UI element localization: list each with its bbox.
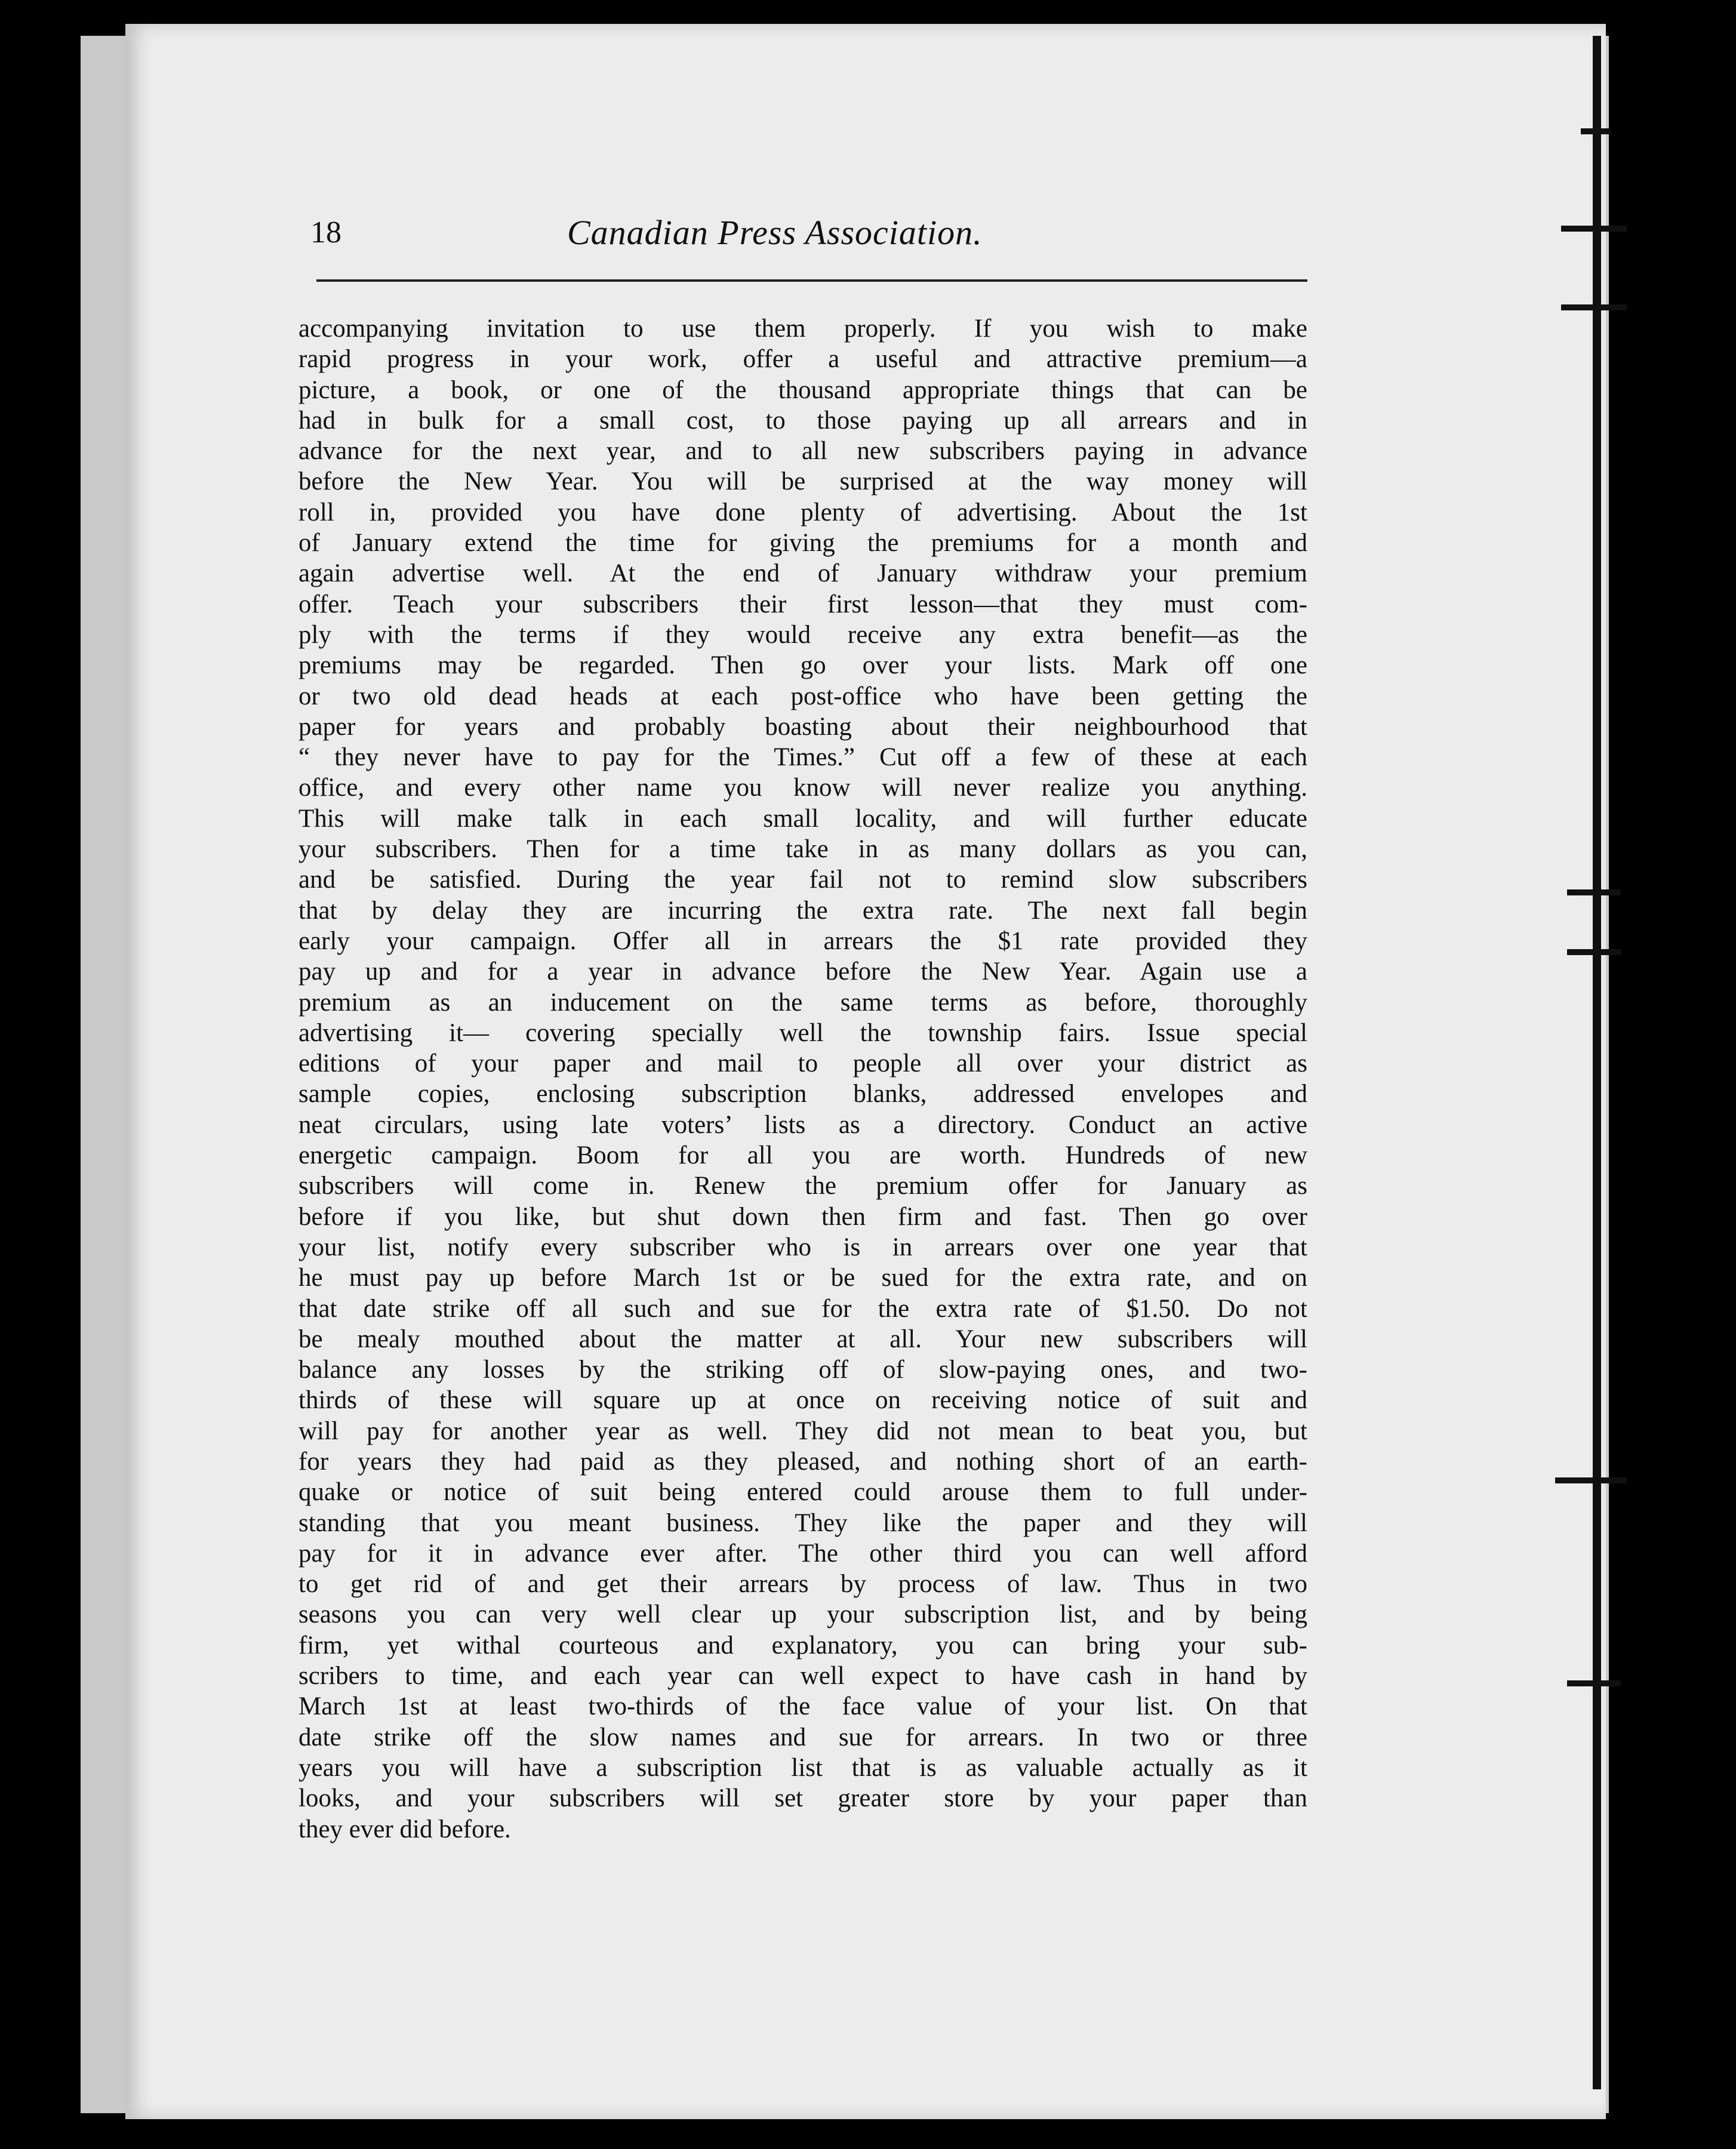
text-line: March 1st at least two-thirds of the face value of your list. On that bbox=[298, 1692, 1307, 1721]
binding-notch bbox=[1561, 304, 1627, 310]
text-line: again advertise well. At the end of January withdraw your premium bbox=[298, 559, 1307, 588]
text-line: or two old dead heads at each post-office who have been getting the bbox=[298, 682, 1307, 710]
text-line: firm, yet withal courteous and explanatory, you can bring your sub- bbox=[298, 1631, 1307, 1660]
page-number: 18 bbox=[310, 215, 341, 250]
text-line: seasons you can very well clear up your subscription list, and by being bbox=[298, 1600, 1307, 1629]
text-line: quake or notice of suit being entered could arouse them to full under- bbox=[298, 1478, 1307, 1507]
text-line: accompanying invitation to use them properly. If you wish to make bbox=[298, 315, 1307, 343]
text-line: standing that you meant business. They like the paper and they will bbox=[298, 1508, 1307, 1537]
text-line: be mealy mouthed about the matter at all. Your new subscribers will bbox=[298, 1325, 1307, 1353]
text-line: roll in, provided you have done plenty of advertising. About the 1st bbox=[298, 498, 1307, 527]
text-line: paper for years and probably boasting about their neighbourhood that bbox=[298, 712, 1307, 741]
text-line: looks, and your subscribers will set greater store by your paper than bbox=[298, 1784, 1307, 1813]
binding-notch bbox=[1561, 226, 1627, 232]
text-line: balance any losses by the striking off of slow-paying ones, and two- bbox=[298, 1356, 1307, 1384]
text-line: neat circulars, using late voters’ lists as a directory. Conduct an active bbox=[298, 1110, 1307, 1139]
text-line: they ever did before. bbox=[298, 1815, 511, 1843]
text-line: early your campaign. Offer all in arrears the $1 rate provided they bbox=[298, 926, 1307, 955]
text-line: your subscribers. Then for a time take in as many dollars as you can, bbox=[298, 835, 1307, 864]
text-line: energetic campaign. Boom for all you are worth. Hundreds of new bbox=[298, 1141, 1307, 1170]
binding-notch bbox=[1567, 889, 1621, 895]
binding-notch bbox=[1567, 1680, 1621, 1686]
text-line: had in bulk for a small cost, to those paying up all arrears and in bbox=[298, 406, 1307, 435]
body-text bbox=[298, 313, 1307, 1845]
text-line: before if you like, but shut down then firm and fast. Then go over bbox=[298, 1202, 1307, 1231]
text-line: and be satisfied. During the year fail not to remind slow subscribers bbox=[298, 866, 1307, 894]
text-line: that date strike off all such and sue for the extra rate of $1.50. Do not bbox=[298, 1294, 1307, 1323]
text-line: years you will have a subscription list that is as valuable actually as it bbox=[298, 1753, 1307, 1782]
page-header bbox=[310, 215, 1307, 257]
text-line: This will make talk in each small locality, and will further educate bbox=[298, 804, 1307, 833]
binding-edge bbox=[1593, 36, 1601, 2089]
text-line: ply with the terms if they would receive any extra benefit—as the bbox=[298, 620, 1307, 649]
text-line: premium as an inducement on the same terms as before, thoroughly bbox=[298, 988, 1307, 1017]
text-line: advertising it— covering specially well the township fairs. Issue special bbox=[298, 1018, 1307, 1047]
text-line: editions of your paper and mail to people all over your district as bbox=[298, 1049, 1307, 1078]
text-line: of January extend the time for giving the premiums for a month and bbox=[298, 529, 1307, 558]
binding-notch bbox=[1581, 128, 1611, 134]
text-line: “ they never have to pay for the Times.” Cut off a few of these at each bbox=[298, 743, 1307, 772]
text-line: that by delay they are incurring the extra rate. The next fall begin bbox=[298, 896, 1307, 925]
text-line: scribers to time, and each year can well expect to have cash in hand by bbox=[298, 1662, 1307, 1691]
text-line: your list, notify every subscriber who is in arrears over one year that bbox=[298, 1233, 1307, 1261]
header-rule bbox=[316, 279, 1307, 282]
text-line: offer. Teach your subscribers their first lesson—that they must com- bbox=[298, 590, 1307, 618]
text-line: premiums may be regarded. Then go over your lists. Mark off one bbox=[298, 651, 1307, 680]
text-line: subscribers will come in. Renew the premium offer for January as bbox=[298, 1172, 1307, 1200]
text-line: before the New Year. You will be surprised at the way money will bbox=[298, 467, 1307, 496]
binding-notch bbox=[1567, 949, 1621, 955]
text-line: date strike off the slow names and sue for arrears. In two or three bbox=[298, 1723, 1307, 1751]
text-line: he must pay up before March 1st or be sued for the extra rate, and on bbox=[298, 1264, 1307, 1292]
running-head: Canadian Press Association. bbox=[567, 213, 983, 252]
text-line: picture, a book, or one of the thousand appropriate things that can be bbox=[298, 375, 1307, 404]
text-line: pay for it in advance ever after. The other third you can well afford bbox=[298, 1539, 1307, 1568]
text-line: rapid progress in your work, offer a useful and attractive premium—a bbox=[298, 345, 1307, 374]
text-line: sample copies, enclosing subscription blanks, addressed envelopes and bbox=[298, 1080, 1307, 1109]
binding-notch bbox=[1555, 1477, 1627, 1483]
text-line: thirds of these will square up at once on receiving notice of suit and bbox=[298, 1386, 1307, 1415]
text-line: for years they had paid as they pleased, and nothing short of an earth- bbox=[298, 1447, 1307, 1476]
text-line: advance for the next year, and to all new subscribers paying in advance bbox=[298, 437, 1307, 466]
text-line: will pay for another year as well. They did not mean to beat you, but bbox=[298, 1417, 1307, 1445]
text-line: pay up and for a year in advance before the New Year. Again use a bbox=[298, 957, 1307, 986]
text-line: to get rid of and get their arrears by process of law. Thus in two bbox=[298, 1570, 1307, 1599]
text-line: office, and every other name you know will never realize you anything. bbox=[298, 774, 1307, 802]
